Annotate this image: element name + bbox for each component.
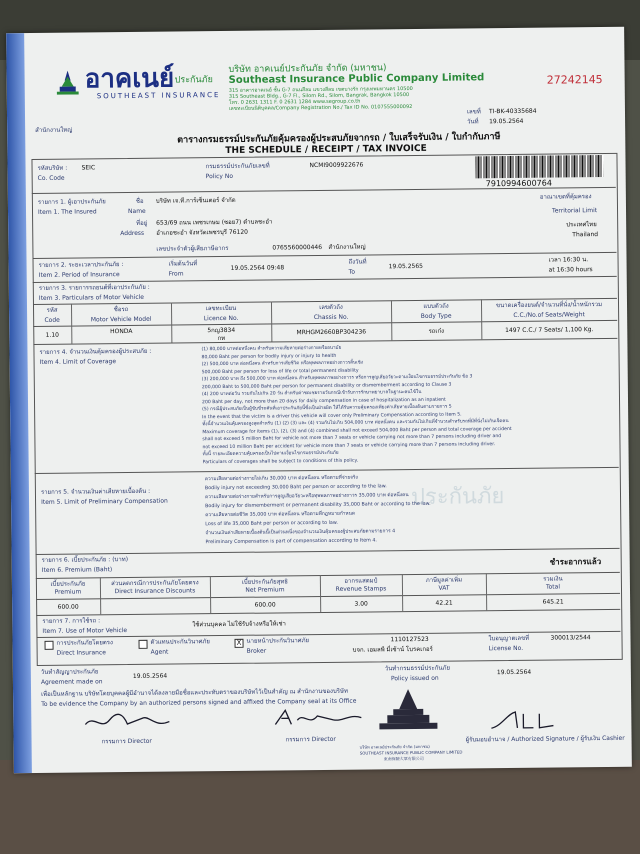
coverage-line: In the event that the victim is a driver this vehicle will cover only Preliminary Compensation according to Item 5. [202, 412, 462, 420]
coverage-line: 200 Baht per day, not more than 20 days for daily compensation in case of hospitalization as an inpatient [201, 397, 446, 405]
date-label: วันที่ [467, 118, 479, 126]
vehicle-header-model-en: Motor Vehicle Model [90, 315, 152, 324]
policy-label-en: Policy No [205, 172, 234, 181]
coverage-line: ทั้งนี้จำนวนเงินคุ้มครองสูงสุดสำหรับ (1) (2) (3) และ (4) รวมกันไม่เกิน 504,000 บาท ต่อหนึ่งคน และรวมกันไม่เกินที่จำนวนสำหรับรถที่มีที่นั่งไม่เกินเจ็ดคน [202, 419, 509, 428]
premium-header-en: VAT [438, 584, 450, 592]
vehicle-header-code-en: Code [44, 316, 60, 324]
vehicle-header-cc-th: ขนาดเครื่องยนต์/จำนวนที่นั่ง/น้ำหนักรวม [495, 301, 603, 310]
insurance-document [6, 27, 632, 773]
vehicle-code: 1.10 [45, 331, 60, 339]
vehicle-model: HONDA [110, 327, 133, 336]
issued-label-en: Policy issued on [390, 674, 439, 683]
agent-label-th: ตัวแทนประกันวินาศภัย [150, 638, 210, 646]
item4-label-en: Item 4. Limit of Coverage [39, 358, 117, 366]
company-seal-stamp [373, 689, 444, 745]
logo-text: อาคเนย์ [84, 63, 175, 95]
license-label-th: ใบอนุญาตเลขที่ [488, 634, 530, 643]
background-bottom [0, 760, 640, 854]
premium-header-th: ภาษีมูลค่าเพิ่ม [425, 576, 463, 584]
agreement-date: 19.05.2564 [132, 672, 168, 680]
agreement-label-en: Agreement made on [40, 678, 103, 686]
preliminary-line: ความเสียหายต่อร่างกายสำหรับการสูญเสียอวัยวะหรือทุพพลภาพอย่างถาวร 35,000 บาท ต่อหนึ่งคน [204, 493, 409, 501]
item3-label-en: Item 3. Particulars of Motor Vehicle [38, 293, 144, 302]
premium-header-en: Revenue Stamps [335, 585, 387, 593]
direct-insurance-checkbox[interactable] [45, 641, 54, 650]
premium-header-en: Net Premium [245, 586, 285, 594]
coverage-line: 200,000 Baht to 500,000 Baht per person for permanent disability or dismemberment according to Clause 3 [201, 382, 452, 390]
preliminary-line: Loss of life 35,000 Baht per person or according to law. [205, 520, 338, 528]
co-code-value: SEIC [81, 164, 96, 172]
premium-header-th: เบี้ยประกันภัยสุทธิ [241, 578, 289, 586]
premium-header-en: Direct Insurance Discounts [114, 587, 196, 596]
premium-header-th: ส่วนลดกรณีการประกันภัยโดยตรง [111, 579, 199, 588]
premium-value: 600.00 [254, 601, 276, 609]
territorial-value-th: ประเทศไทย [566, 221, 597, 229]
authorized-label: ผู้รับมอบอำนาจ / Authorized Signature / ผู้รับเงิน Cashier [465, 734, 625, 744]
agreement-label-th: วันทำสัญญาประกันภัย [40, 668, 99, 676]
item1-label-en: Item 1. The Insured [37, 208, 97, 216]
vehicle-cc-seats-weight: 1497 C.C./ 7 Seats/ 1,100 Kg. [505, 326, 594, 335]
item3-label-th: รายการ 3. รายการรถยนต์ที่เอาประกันภัย : [38, 283, 150, 292]
co-code-label-th: รหัสบริษัท : [37, 164, 68, 172]
preliminary-line: Bodily injury not exceeding 30,000 Baht per person or according to the law. [204, 484, 387, 492]
premium-header-th: เบี้ยประกันภัย [50, 580, 86, 588]
agent-label-en: Agent [150, 648, 169, 656]
from-label-en: From [168, 270, 184, 278]
company-name-en: Southeast Insurance Public Company Limited [228, 72, 485, 86]
time-en: at 16:30 hours [548, 266, 593, 274]
vehicle-use: ใช้ส่วนบุคคล ไม่ใช้รับจ้างหรือให้เช่า [192, 620, 286, 629]
license-label-en: License No. [488, 644, 524, 653]
coverage-line: (4) 200 บาทต่อวัน รวมกันไม่เกิน 20 วัน สำหรับค่าชดเชยรายวันกรณีเข้ารับการรักษาพยาบาลในฐานะคนไข้ใน [201, 389, 422, 398]
item2-label-en: Item 2. Period of Insurance [38, 271, 120, 279]
stamp-company-en: SOUTHEAST INSURANCE PUBLIC COMPANY LIMITED [359, 749, 463, 756]
vehicle-header-chassis-th: เลขตัวถัง [319, 303, 343, 311]
item6-label-en: Item 6. Premium (Baht) [41, 566, 113, 574]
to-label-en: To [348, 268, 356, 276]
broker-code: 1110127523 [390, 635, 429, 644]
co-code-label-en: Co. Code [37, 174, 65, 182]
vehicle-header-cc-en: C.C./No.of Seats/Weight [513, 311, 585, 319]
paid-stamp-text: ชำระอากรแล้ว [549, 557, 602, 567]
coverage-line: shall not exceed 5 million Baht for vehicle not more than 7 seats or vehicle carrying not more than 7 persons including driver and [202, 434, 502, 443]
vehicle-header-model-th: ชื่อรถ [113, 305, 129, 314]
taxid-label: เลขประจำตัวผู้เสียภาษีอากร [156, 244, 229, 253]
issued-label-th: วันทำกรมธรรม์ประกันภัย [384, 664, 450, 673]
vehicle-header-body-en: Body Type [420, 312, 452, 320]
item1-label-th: รายการ 1. ผู้เอาประกันภัย [37, 198, 106, 206]
address-label-th: ที่อยู่ [136, 219, 148, 227]
premium-header-en: Total [545, 583, 561, 591]
issued-date: 19.05.2564 [496, 668, 532, 677]
vehicle-body-type: รถเก๋ง [428, 327, 445, 335]
watermark: ประกันภัย [410, 484, 505, 511]
stamp-chinese: 東南保險大眾有限公司 [383, 755, 424, 762]
stamp-company-th: บริษัท อาคเนย์ประกันภัย จำกัด (มหาชน) [359, 743, 430, 750]
premium-value: 3.00 [354, 600, 368, 608]
vehicle-licence: 5กญ3834 [207, 326, 236, 335]
preliminary-line: ความเสียหายต่อร่างกายไม่เกิน 30,000 บาท ต่อหนึ่งคน หรือตามที่จ่ายจริง [204, 475, 358, 483]
logo-suffix: ประกันภัย [174, 75, 213, 86]
coverage-line: (2) 500,000 บาท ต่อหนึ่งคน สำหรับการเสียชีวิต หรือทุพพลภาพอย่างถาวรสิ้นเชิง [201, 360, 364, 368]
date-value: 19.05.2564 [489, 117, 524, 126]
name-label-en: Name [127, 207, 146, 215]
title-th: ตารางกรมธรรม์ประกันภัยคุ้มครองผู้ประสบภัยจากรถ / ใบเสร็จรับเงิน / ใบกำกับภาษี [177, 132, 501, 146]
pagoda-logo-icon [57, 71, 79, 95]
coverage-line: Maximum coverage for items (1), (2), (3) and (4) combined shall not exceed 504,000 Baht per person and total coverage per accident [202, 426, 512, 435]
company-address-en: 315 Southeast Bldg., G-7 Fl., Silom Rd., Silom, Bangrak, Bangkok 10500 [228, 92, 410, 100]
item7-label-th: รายการ 7. การใช้รถ : [42, 617, 101, 625]
barcode [475, 155, 603, 178]
preliminary-line: ความเสียหายต่อชีวิต 35,000 บาท ต่อหนึ่งคน หรือตามที่กฎหมายกำหนด [205, 511, 356, 519]
premium-header-en: Premium [54, 588, 82, 596]
address-label-en: Address [120, 229, 145, 238]
ref-no-value: TI-BK-40335684 [488, 107, 537, 116]
item7-label-en: Item 7. Use of Motor Vehicle [42, 627, 128, 635]
broker-label-th: นายหน้าประกันวินาศภัย [246, 637, 310, 645]
item4-label-th: รายการ 4. จำนวนเงินคุ้มครองผู้ประสบภัย : [39, 347, 152, 356]
director2-signature [273, 706, 363, 731]
premium-header-th: รวมเงิน [543, 575, 563, 583]
side-strip [6, 33, 32, 773]
vehicle-chassis: MRHGM2660BP304236 [296, 328, 367, 337]
premium-header-th: อากรแสตมป์ [344, 577, 378, 585]
preliminary-line: Preliminary Compensation is part of compensation according to Item 4. [205, 538, 377, 546]
authorized-signature [489, 708, 559, 733]
logo-subtitle: SOUTHEAST INSURANCE [96, 91, 221, 101]
item5-label-th: รายการ 5. จำนวนเงินค่าเสียหายเบื้องต้น : [40, 487, 151, 496]
territorial-value-en: Thailand [572, 231, 599, 239]
item2-label-th: รายการ 2. ระยะเวลาประกันภัย : [38, 261, 124, 269]
insured-address-2: อำเภอชะอำ จังหวัดเพชรบุรี 76120 [156, 228, 249, 237]
coverage-line: 80,000 Baht per person for bodily injury or injury to health [201, 353, 337, 360]
evidence-en: To be evidence the Company by an authorized persons signed and affixed the Company seal at its Office [41, 697, 357, 708]
company-tax-id: เลขทะเบียนนิติบุคคล/Company Registration No./ Tax ID No. 0107555000092 [228, 104, 413, 112]
document-number: 27242145 [546, 73, 603, 87]
coverage-line: not exceed 10 million Baht per accident for vehicle more than 7 seats or vehicle carrying more than 7 persons including driver. [202, 441, 496, 450]
taxid-branch: สำนักงานใหญ่ [328, 243, 366, 251]
company-phone: โทร. 0 2631 1311 F. 0 2631 1284 www.segroup.co.th [228, 98, 361, 106]
direct-label-en: Direct Insurance [56, 649, 106, 657]
time-th: เวลา 16:30 น. [548, 256, 589, 264]
coverage-line: 500,000 Baht per person for loss of life or total permanent disability [201, 368, 359, 375]
company-name-th: บริษัท อาคเนย์ประกันภัย จำกัด (มหาชน) [228, 63, 387, 75]
direct-label-th: การประกันภัยโดยตรง [56, 639, 113, 647]
branch-label: สำนักงานใหญ่ [35, 126, 73, 134]
from-value: 19.05.2564 09:48 [230, 264, 285, 272]
item6-label-th: รายการ 6. เบี้ยประกันภัย : (บาท) [41, 556, 129, 564]
coverage-line: Particulars of coverages shall be subject to conditions of this policy. [202, 458, 359, 465]
to-value: 19.05.2565 [388, 262, 424, 271]
to-label-th: ถึงวันที่ [348, 258, 367, 266]
coverage-line: ทั้งนี้ รายละเอียดความคุ้มครองเป็นไปตามเงื่อนไขกรมธรรม์ประกันภัย [202, 450, 339, 458]
name-label-th: ชื่อ [135, 197, 144, 205]
vehicle-header-licence-th: เลขทะเบียน [205, 304, 237, 313]
territorial-th: อาณาเขตที่คุ้มครอง [539, 193, 592, 201]
premium-value: 645.21 [542, 598, 564, 606]
coverage-line: (5) กรณีผู้ประสบภัยเป็นผู้ขับขี่รถคันที่เอาประกันภัยนี้ซึ่งเป็นฝ่ายผิด ให้ได้รับความคุ้มครองเพียงค่าเสียหายเบื้องต้นตามรายการ 5 [202, 404, 452, 413]
license-value: 300013/2544 [550, 634, 591, 642]
item5-label-en: Item 5. Limit of Preliminary Compensation [41, 497, 168, 506]
director1-signature [83, 710, 173, 735]
policy-label-th: กรมธรรม์ประกันภัยเลขที่ [205, 162, 270, 171]
taxid-value: 0765560000446 [272, 243, 323, 252]
agent-checkbox[interactable] [139, 640, 148, 649]
policy-number: NCMI9009922676 [309, 161, 364, 170]
premium-value: 42.21 [435, 599, 453, 607]
premium-value: 600.00 [57, 603, 79, 611]
insured-name: บริษัท เจ.ที.การ์เซ็นเตอร์ จำกัด [155, 196, 236, 205]
director2-label: กรรมการ Director [285, 735, 336, 744]
barcode-number: 7910994600764 [485, 178, 552, 189]
preliminary-line: Bodily injury for dismemberment or permanent disability 35,000 Baht or according to the law. [205, 501, 431, 510]
territorial-en: Territorial Limit [551, 207, 598, 215]
coverage-line: (1) 80,000 บาทต่อหนึ่งคน สำหรับความเสียหายต่อร่างกายหรืออนามัย [201, 345, 342, 353]
director1-label: กรรมการ Director [101, 737, 152, 746]
insured-address-1: 653/69 ถนน เพชรเกษม (ซอย7) ตำบลชะอำ [156, 218, 273, 227]
coverage-line: (3) 200,000 บาท ถึง 500,000 บาท ต่อหนึ่งคน สำหรับทุพพลภาพอย่างถาวร หรือการสูญเสียอวัยวะตามเงื่อนไขกรมธรรม์ประกันภัย ข้อ 3 [201, 374, 473, 383]
vehicle-header-body-th: แบบตัวถัง [423, 302, 449, 310]
vehicle-header-chassis-en: Chassis No. [313, 313, 349, 322]
from-label-th: เริ่มต้นวันที่ [168, 260, 198, 268]
broker-name: บจก. เอมลพี มี่เซ้าน์ โบรคเกอร์ [352, 645, 433, 654]
ref-no-label: เลขที่ [466, 108, 481, 116]
evidence-th: เพื่อเป็นหลักฐาน บริษัทโดยบุคคลผู้มีอำนาจได้ลงลายมือชื่อและประทับตราของบริษัทไว้เป็นสำคัญ ณ สำนักงานของบริษัท [41, 687, 348, 698]
broker-checkbox[interactable]: X [234, 639, 243, 648]
title-en: THE SCHEDULE / RECEIPT / TAX INVOICE [225, 143, 427, 156]
preliminary-line: จำนวนเงินค่าเสียหายเบื้องต้นนี้เป็นส่วนหนึ่งของจำนวนเงินคุ้มครองผู้ประสบภัยตามรายการ 4 [205, 529, 396, 537]
vehicle-plate-province: กท [217, 334, 226, 343]
vehicle-header-code-th: รหัส [46, 306, 58, 314]
company-address-th: 315 อาคารอาคเนย์ ชั้น G-7 ถนนสีลม แขวงสีลม เขตบางรัก กรุงเทพมหานคร 10500 [228, 86, 413, 94]
vehicle-header-licence-en: Licence No. [203, 314, 239, 323]
broker-label-en: Broker [246, 647, 267, 655]
